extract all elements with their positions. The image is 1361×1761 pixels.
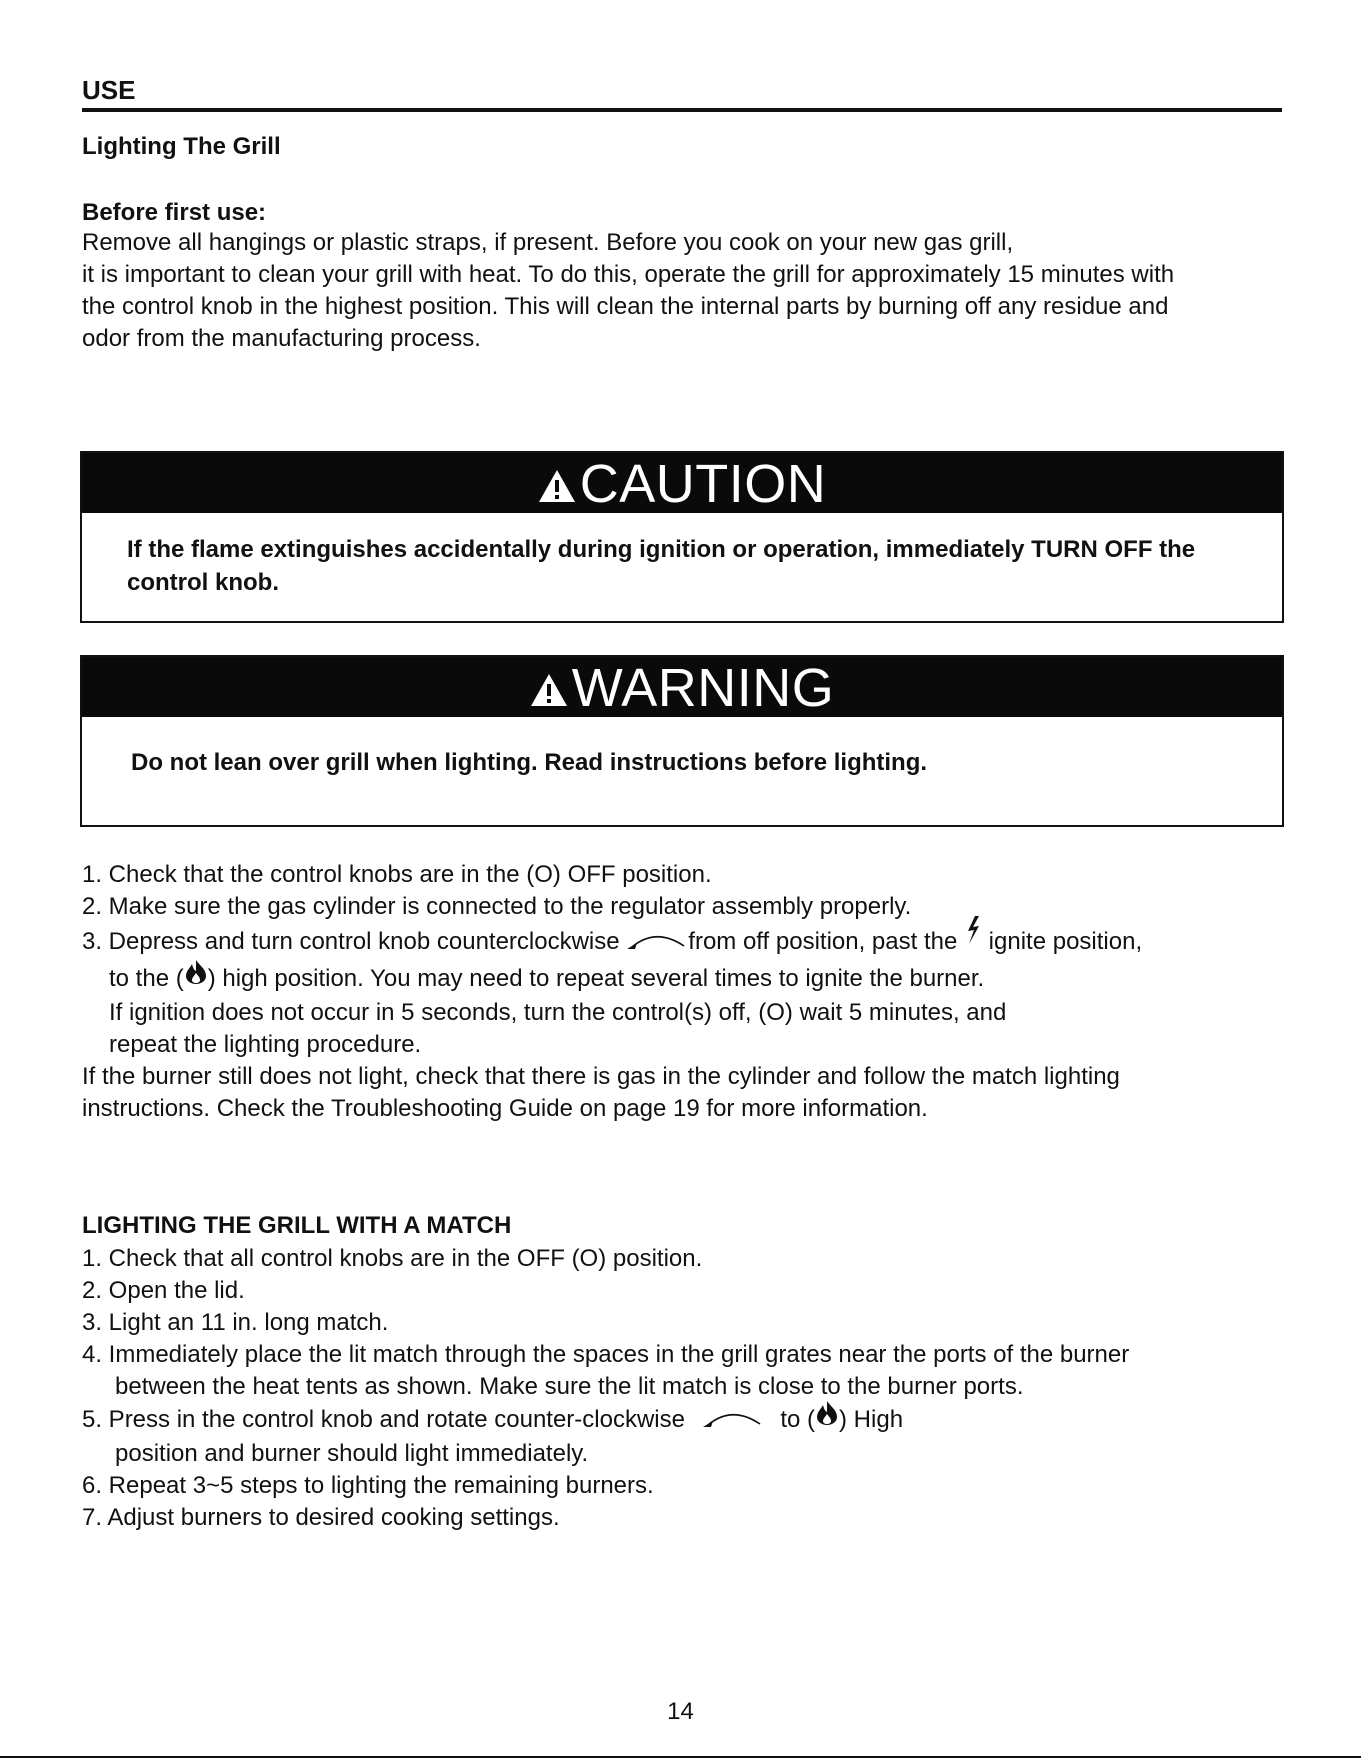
list-item: 2. Make sure the gas cylinder is connected to the regulator assembly properly.: [82, 893, 912, 920]
section-header: USE: [82, 74, 1282, 112]
warning-title: WARNING: [571, 658, 835, 718]
list-item: 5. Press in the control knob and rotate counter-clockwise to ( ) High: [82, 1403, 1292, 1438]
ignite-spark-icon: [964, 915, 982, 954]
list-item: 1. Check that all control knobs are in the OFF (O) position.: [82, 1245, 703, 1272]
caution-line: control knob.: [127, 569, 279, 596]
still-not-light-paragraph: [82, 1061, 1292, 1125]
list-item: 3. Light an 11 in. long match.: [82, 1309, 389, 1336]
caution-text: [82, 513, 1282, 599]
list-item: 4. Immediately place the lit match through the spaces in the grill grates near the ports of the burner: [82, 1341, 1130, 1368]
warning-triangle-icon: [530, 658, 568, 720]
list-item: 6. Repeat 3~5 steps to lighting the remaining burners.: [82, 1472, 654, 1499]
warning-text: Do not lean over grill when lighting. Read instructions before lighting.: [131, 749, 928, 776]
list-item-continuation: to the ( ) high position. You may need to repeat several times to ignite the burner.: [82, 962, 1292, 997]
match-lighting-steps: [82, 1243, 1292, 1534]
list-item-continuation: If ignition does not occur in 5 seconds, turn the control(s) off, (O) wait 5 minutes, and: [109, 999, 1007, 1026]
list-item-continuation: position and burner should light immediately.: [115, 1440, 589, 1467]
lighting-steps: [82, 859, 1292, 1061]
list-item: 3. Depress and turn control knob counterclockwise from off position, past the ignite position,: [82, 923, 1292, 962]
before-first-use-label: Before first use:: [82, 199, 267, 226]
paragraph-line: odor from the manufacturing process.: [82, 325, 481, 352]
paragraph-line: instructions. Check the Troubleshooting Guide on page 19 for more information.: [82, 1095, 928, 1122]
list-item-continuation: between the heat tents as shown. Make sure the lit match is close to the burner ports.: [115, 1373, 1024, 1400]
counterclockwise-arrow-icon: [626, 927, 688, 959]
paragraph-line: it is important to clean your grill with heat. To do this, operate the grill for approximately 15 minutes with: [82, 261, 1175, 288]
list-item-continuation: repeat the lighting procedure.: [109, 1031, 422, 1058]
lighting-title: Lighting The Grill: [82, 133, 281, 160]
match-lighting-title: LIGHTING THE GRILL WITH A MATCH: [82, 1212, 512, 1239]
list-item: 7. Adjust burners to desired cooking settings.: [82, 1504, 560, 1531]
warning-box: [80, 655, 1284, 827]
flame-high-icon: [815, 1400, 839, 1435]
before-first-use-paragraph: [82, 227, 1292, 355]
caution-line: If the flame extinguishes accidentally during ignition or operation, immediately TURN OFF the: [127, 536, 1196, 563]
page-number: 14: [667, 1698, 694, 1725]
flame-high-icon: [184, 959, 208, 994]
paragraph-line: If the burner still does not light, check that there is gas in the cylinder and follow the match lighting: [82, 1063, 1120, 1090]
caution-header: [82, 453, 1282, 513]
list-item: 2. Open the lid.: [82, 1277, 245, 1304]
counterclockwise-arrow-icon: [702, 1405, 764, 1437]
bottom-rule: [0, 1756, 1361, 1758]
warning-header: [82, 657, 1282, 717]
list-item: 1. Check that the control knobs are in the (O) OFF position.: [82, 861, 712, 888]
warning-triangle-icon: [538, 454, 576, 516]
caution-box: [80, 451, 1284, 623]
caution-title: CAUTION: [579, 454, 827, 514]
paragraph-line: the control knob in the highest position. This will clean the internal parts by burning off any residue and: [82, 293, 1169, 320]
paragraph-line: Remove all hangings or plastic straps, if present. Before you cook on your new gas grill,: [82, 229, 1014, 256]
